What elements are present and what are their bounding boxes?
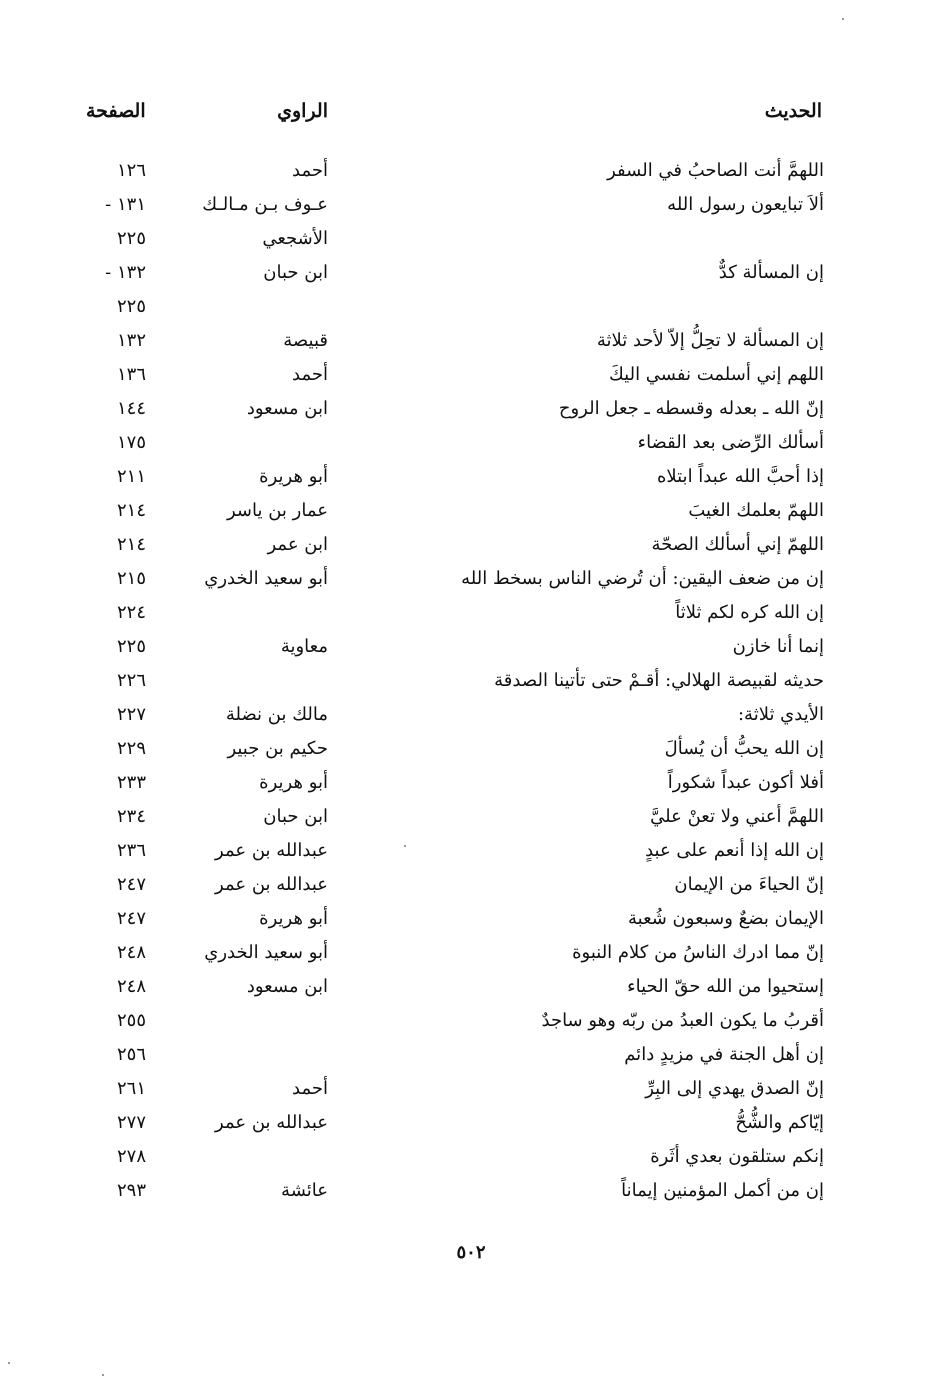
- hadith-cell: إن المسألة كدٌّ: [718, 262, 824, 283]
- narrator-cell: عبدالله بن عمر: [215, 1112, 328, 1133]
- narrator-cell: ابن حبان: [263, 806, 328, 827]
- hadith-cell: اللهمَّ أعني ولا تعنْ عليَّ: [650, 806, 824, 827]
- page-ref-cell: ٢١٤: [116, 500, 146, 521]
- table-row: [0, 1108, 942, 1142]
- narrator-cell: أبو هريرة: [259, 772, 328, 793]
- hadith-cell: إن الله إذا أنعم على عبدٍ: [645, 840, 824, 861]
- page-ref-cell: ١٣٦: [116, 364, 146, 385]
- narrator-cell: حكيم بن جبير: [227, 738, 328, 759]
- hadith-cell: إستحيوا من الله حقّ الحياء: [627, 976, 824, 997]
- table-row: [0, 326, 942, 360]
- table-row: [0, 360, 942, 394]
- scan-speck: [842, 18, 844, 20]
- narrator-cell: عبدالله بن عمر: [215, 874, 328, 895]
- table-row: [0, 904, 942, 938]
- page-ref-cell: ٢٤٨: [116, 942, 146, 963]
- table-row: [0, 938, 942, 972]
- table-row: [0, 530, 942, 564]
- narrator-cell: عمار بن ياسر: [227, 500, 328, 521]
- page-ref-cell: ٢٤٧: [116, 908, 146, 929]
- hadith-cell: إنّ الله ـ بعدله وقسطه ـ جعل الروح: [558, 398, 824, 419]
- hadith-cell: الأيدي ثلاثة:: [737, 704, 824, 725]
- scan-speck: [8, 1362, 10, 1364]
- table-row: [0, 564, 942, 598]
- page-ref-cell: ٢٤٨: [116, 976, 146, 997]
- hadith-cell: إنكم ستلقون بعدي أثَرة: [650, 1146, 824, 1167]
- table-row: [0, 734, 942, 768]
- narrator-cell: عائشة: [281, 1180, 328, 1201]
- narrator-cell: ابن حبان: [263, 262, 328, 283]
- table-row: [0, 496, 942, 530]
- hadith-cell: إنّ الصدق يهدي إلى البِرِّ: [645, 1078, 824, 1099]
- narrator-cell: قبيصة: [283, 330, 328, 351]
- page-ref-cell: ١٣٢ -: [105, 262, 146, 283]
- hadith-cell: إن أهل الجنة في مزيدٍ دائم: [624, 1044, 824, 1065]
- hadith-cell: اللهمّ بعلمك الغيبَ: [688, 500, 824, 521]
- table-row: [0, 1040, 942, 1074]
- table-row: [0, 802, 942, 836]
- column-header-narrator: الراوي: [277, 100, 328, 122]
- page-ref-cell: ٢١٥: [116, 568, 146, 589]
- page-ref-cell: ٢١١: [116, 466, 146, 487]
- page-ref-cell: ١٣٢: [116, 330, 146, 351]
- page-ref-cell: ٢٩٣: [116, 1180, 146, 1201]
- hadith-cell: إن الله كره لكم ثلاثاً: [675, 602, 824, 623]
- page-ref-cell: ٢٢٥: [116, 296, 146, 317]
- column-header-page: الصفحة: [86, 100, 146, 122]
- page-ref-cell: ١٣١ -: [105, 194, 146, 215]
- page-ref-cell: ٢٥٦: [116, 1044, 146, 1065]
- page-ref-cell: ٢٧٨: [116, 1146, 146, 1167]
- narrator-cell: ابن مسعود: [246, 398, 328, 419]
- table-row: [0, 768, 942, 802]
- hadith-cell: اللهمَّ أنت الصاحبُ في السفر: [607, 160, 824, 181]
- hadith-cell: إنّ الحياءَ من الإيمان: [674, 874, 824, 895]
- hadith-cell: ألاَ تبايعون رسول الله: [667, 194, 824, 215]
- narrator-cell: أبو سعيد الخدري: [204, 568, 328, 589]
- narrator-cell: أبو سعيد الخدري: [204, 942, 328, 963]
- page-ref-cell: ٢٢٥: [116, 228, 146, 249]
- page-ref-cell: ١٧٥: [116, 432, 146, 453]
- narrator-cell: ابن مسعود: [246, 976, 328, 997]
- narrator-cell: أحمد: [292, 1078, 328, 1099]
- page-ref-cell: ٢٣٣: [116, 772, 146, 793]
- page-ref-cell: ٢٧٧: [116, 1112, 146, 1133]
- table-row: [0, 598, 942, 632]
- table-row: [0, 258, 942, 292]
- table-row: [0, 1142, 942, 1176]
- narrator-cell: معاوية: [280, 636, 328, 657]
- narrator-cell: الأشجعي: [262, 228, 328, 249]
- table-row: [0, 190, 942, 224]
- page-ref-cell: ٢٢٥: [116, 636, 146, 657]
- hadith-cell: الإيمان بضعٌ وسبعون شُعبة: [627, 908, 824, 929]
- page-ref-cell: ٢٤٧: [116, 874, 146, 895]
- table-row: [0, 870, 942, 904]
- hadith-cell: أفلا أكون عبداً شكوراً: [667, 772, 824, 793]
- hadith-cell: إنّ مما ادرك الناسُ من كلام النبوة: [572, 942, 824, 963]
- page-ref-cell: ٢٢٩: [116, 738, 146, 759]
- table-row: [0, 394, 942, 428]
- table-row: [0, 972, 942, 1006]
- table-row: [0, 1074, 942, 1108]
- hadith-cell: اللهمّ إني أسألك الصحّة: [651, 534, 824, 555]
- narrator-cell: مالك بن نضلة: [225, 704, 328, 725]
- hadith-cell: إن المسألة لا تحِلُّ إلاّ لأحد ثلاثة: [596, 330, 824, 351]
- table-row: [0, 428, 942, 462]
- hadith-cell: أقربُ ما يكون العبدُ من ربّه وهو ساجدٌ: [541, 1010, 824, 1031]
- table-row: [0, 836, 942, 870]
- table-row: [0, 666, 942, 700]
- page-ref-cell: ٢٣٤: [116, 806, 146, 827]
- table-row: [0, 1176, 942, 1210]
- table-row: [0, 292, 942, 326]
- hadith-cell: اللهم إني أسلمت نفسي اليكَ: [608, 364, 824, 385]
- page-ref-cell: ٢٦١: [116, 1078, 146, 1099]
- narrator-cell: أحمد: [292, 364, 328, 385]
- page-number: ٥٠٢: [456, 1242, 486, 1263]
- page-ref-cell: ٢٢٦: [116, 670, 146, 691]
- narrator-cell: أحمد: [292, 160, 328, 181]
- table-row: [0, 224, 942, 258]
- column-header-hadith: الحديث: [764, 100, 822, 122]
- table-row: [0, 462, 942, 496]
- hadith-cell: أسألك الرِّضى بعد القضاء: [637, 432, 824, 453]
- scan-speck: [404, 845, 406, 847]
- index-table: [0, 156, 942, 1210]
- page-ref-cell: ٢٥٥: [116, 1010, 146, 1031]
- hadith-cell: إن من أكمل المؤمنين إيماناً: [621, 1180, 824, 1201]
- narrator-cell: عـوف بـن مـالـك: [202, 194, 328, 215]
- hadith-cell: إذا أحبَّ الله عبداً ابتلاه: [656, 466, 824, 487]
- page-ref-cell: ٢٢٤: [116, 602, 146, 623]
- narrator-cell: أبو هريرة: [259, 466, 328, 487]
- page-ref-cell: ٢١٤: [116, 534, 146, 555]
- scan-speck: [102, 1374, 104, 1376]
- narrator-cell: أبو هريرة: [259, 908, 328, 929]
- hadith-cell: إن الله يحبُّ أن يُسألَ: [664, 738, 824, 759]
- table-row: [0, 1006, 942, 1040]
- hadith-cell: إن من ضعف اليقين: أن تُرضي الناس بسخط الله: [461, 568, 824, 589]
- narrator-cell: ابن عمر: [267, 534, 328, 555]
- table-row: [0, 632, 942, 666]
- page-ref-cell: ٢٢٧: [116, 704, 146, 725]
- hadith-cell: حديثه لقبيصة الهلالي: أقـمْ حتى تأتينا الصدقة: [494, 670, 824, 691]
- page-ref-cell: ٢٣٦: [116, 840, 146, 861]
- narrator-cell: عبدالله بن عمر: [215, 840, 328, 861]
- page-ref-cell: ١٤٤: [116, 398, 146, 419]
- page-ref-cell: ١٢٦: [116, 160, 146, 181]
- table-row: [0, 700, 942, 734]
- table-row: [0, 156, 942, 190]
- hadith-cell: إيّاكم والشُّحُّ: [735, 1112, 824, 1133]
- hadith-cell: إنما أنا خازن: [732, 636, 824, 657]
